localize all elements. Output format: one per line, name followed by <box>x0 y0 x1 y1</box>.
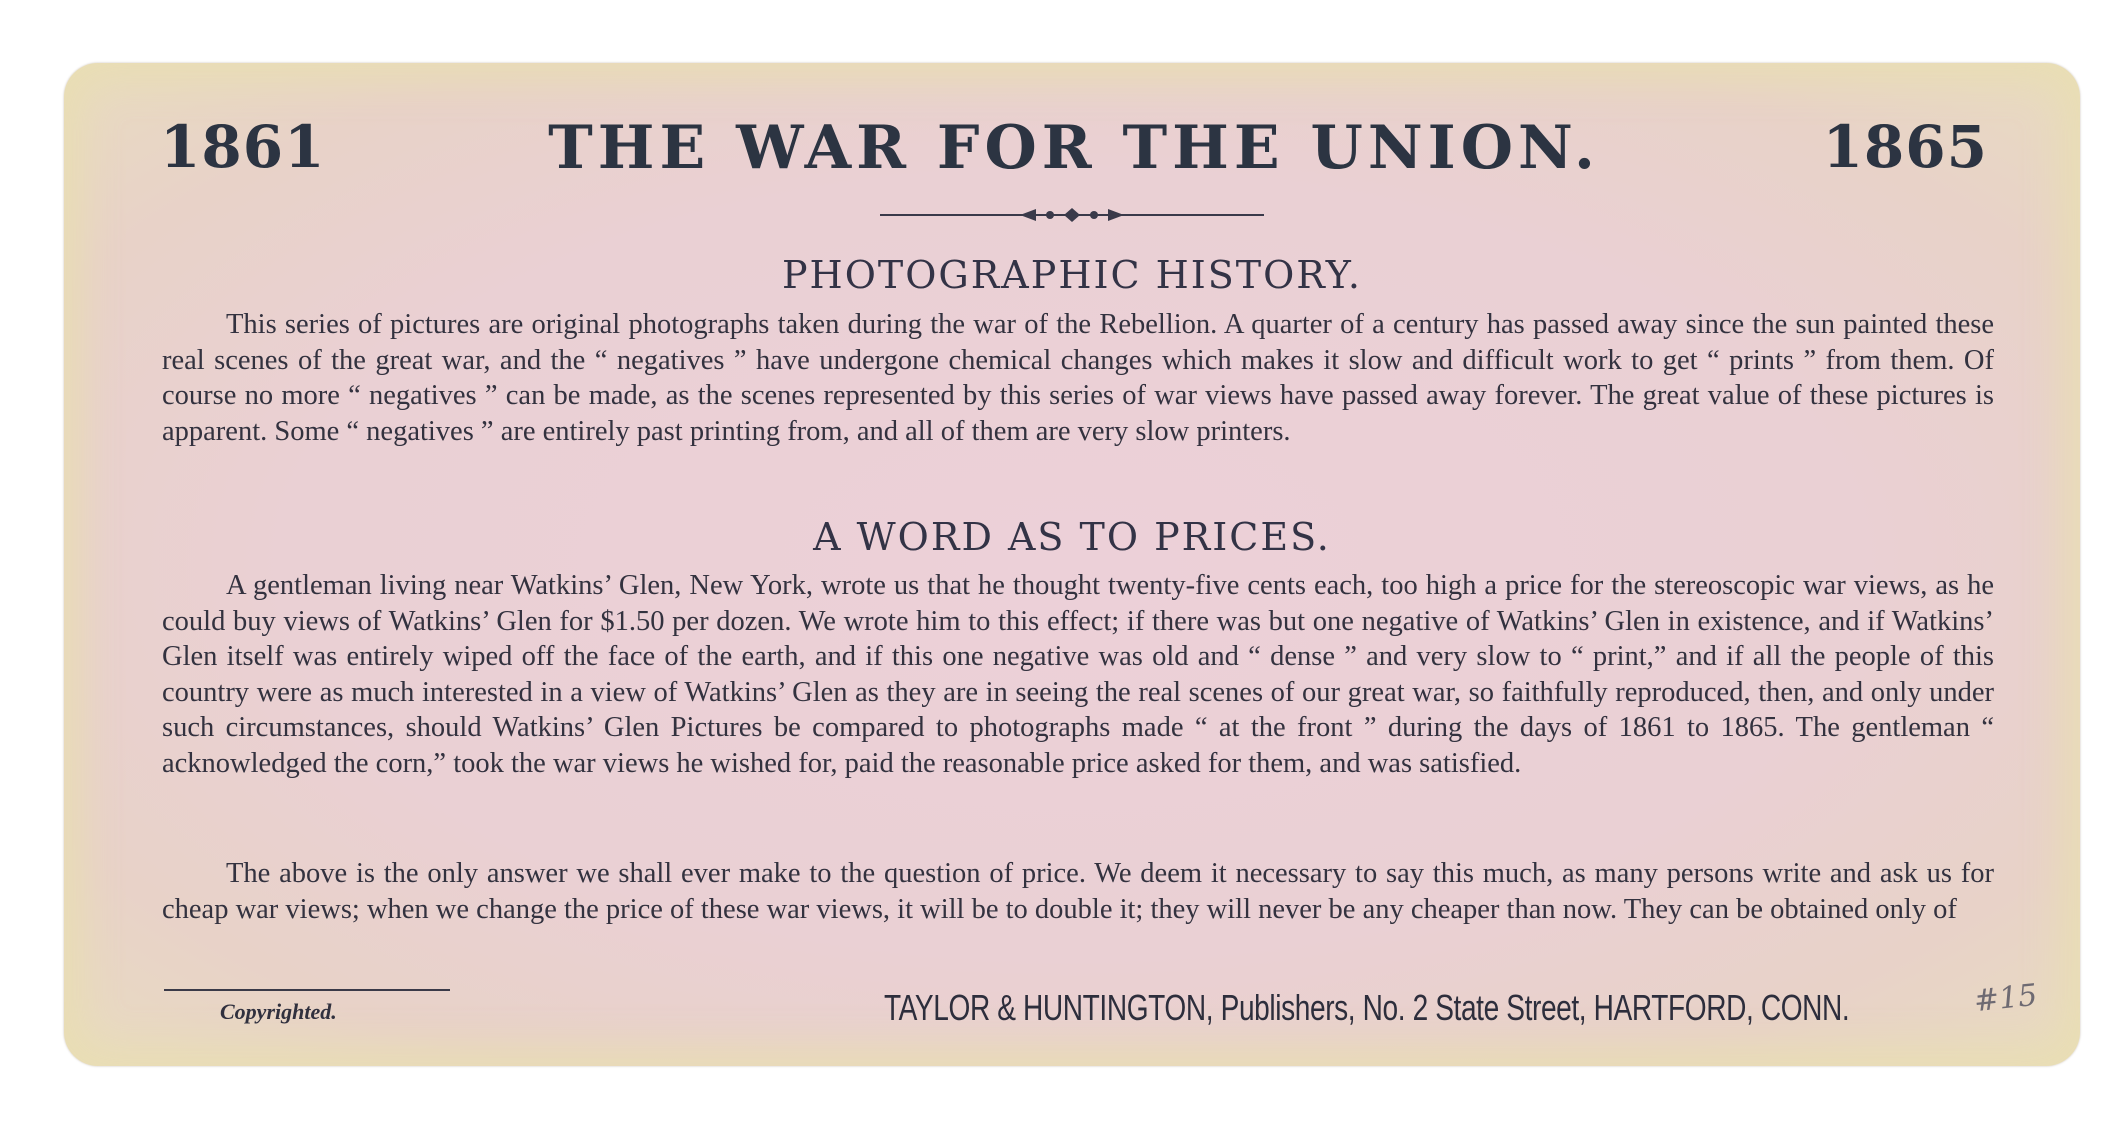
prices-paragraph-2 <box>162 856 1994 927</box>
copyright-rule <box>164 989 450 991</box>
header <box>160 113 1988 197</box>
prices-heading: A WORD AS TO PRICES. <box>813 515 1331 559</box>
photographic-history-heading: PHOTOGRAPHIC HISTORY. <box>781 253 1363 297</box>
prices-text-2: The above is the only answer we shall ever make to the question of price. We deem it necessary to say this much, as many persons write and ask us for cheap war views; when we change the price of these war views, it will be to double it; they will never be any cheaper than now. They can be obtained only of <box>162 858 1994 925</box>
start-year: 1861 <box>160 113 326 181</box>
handwritten-note: #15 <box>1972 977 2039 1020</box>
history-text: This series of pictures are original photographs taken during the war of the Rebellion. A quarter of a century has passed away since the sun painted these real scenes of the great war, and the “ negatives ” have undergone chemical changes which makes it slow and difficult work to get “ prints ” from them. Of course no more “ negatives ” can be made, as the scenes represented by this series of war views have passed away forever. The great value of these pictures is apparent. Some “ negatives ” are entirely past printing from, and all of them are very slow printers. <box>162 309 1994 447</box>
history-paragraph <box>162 307 1994 449</box>
prices-text-1: A gentleman living near Watkins’ Glen, New York, wrote us that he thought twenty-five cents each, too high a price for the stereoscopic war views, as he could buy views of Watkins’ Glen for $1.50 per dozen. We wrote him to this effect; if there was but one negative of Watkins’ Glen in existence, and if Watkins’ Glen itself was entirely wiped off the face of the earth, and if this one negative was old and “ dense ” and very slow to “ print,” and if all the people of this country were as much interested in a view of Watkins’ Glen as they are in seeing the real scenes of our great war, so faithfully reproduced, then, and only under such circumstances, should Watkins’ Glen Pictures be compared to photographs made “ at the front ” during the days of 1861 to 1865. The gentleman “ acknowledged the corn,” took the war views he wished for, paid the reasonable price asked for them, and was satisfied. <box>162 570 1994 779</box>
publisher-imprint: TAYLOR & HUNTINGTON, Publishers, No. 2 State Street, HARTFORD, CONN. <box>884 987 1850 1028</box>
main-title: THE WAR FOR THE UNION. <box>548 113 1600 183</box>
copyright-label: Copyrighted. <box>220 999 337 1024</box>
ornamental-divider-icon <box>880 205 1264 225</box>
end-year: 1865 <box>1822 113 1988 181</box>
prices-paragraph-1 <box>162 568 1994 781</box>
stereoview-card-back <box>64 63 2080 1066</box>
